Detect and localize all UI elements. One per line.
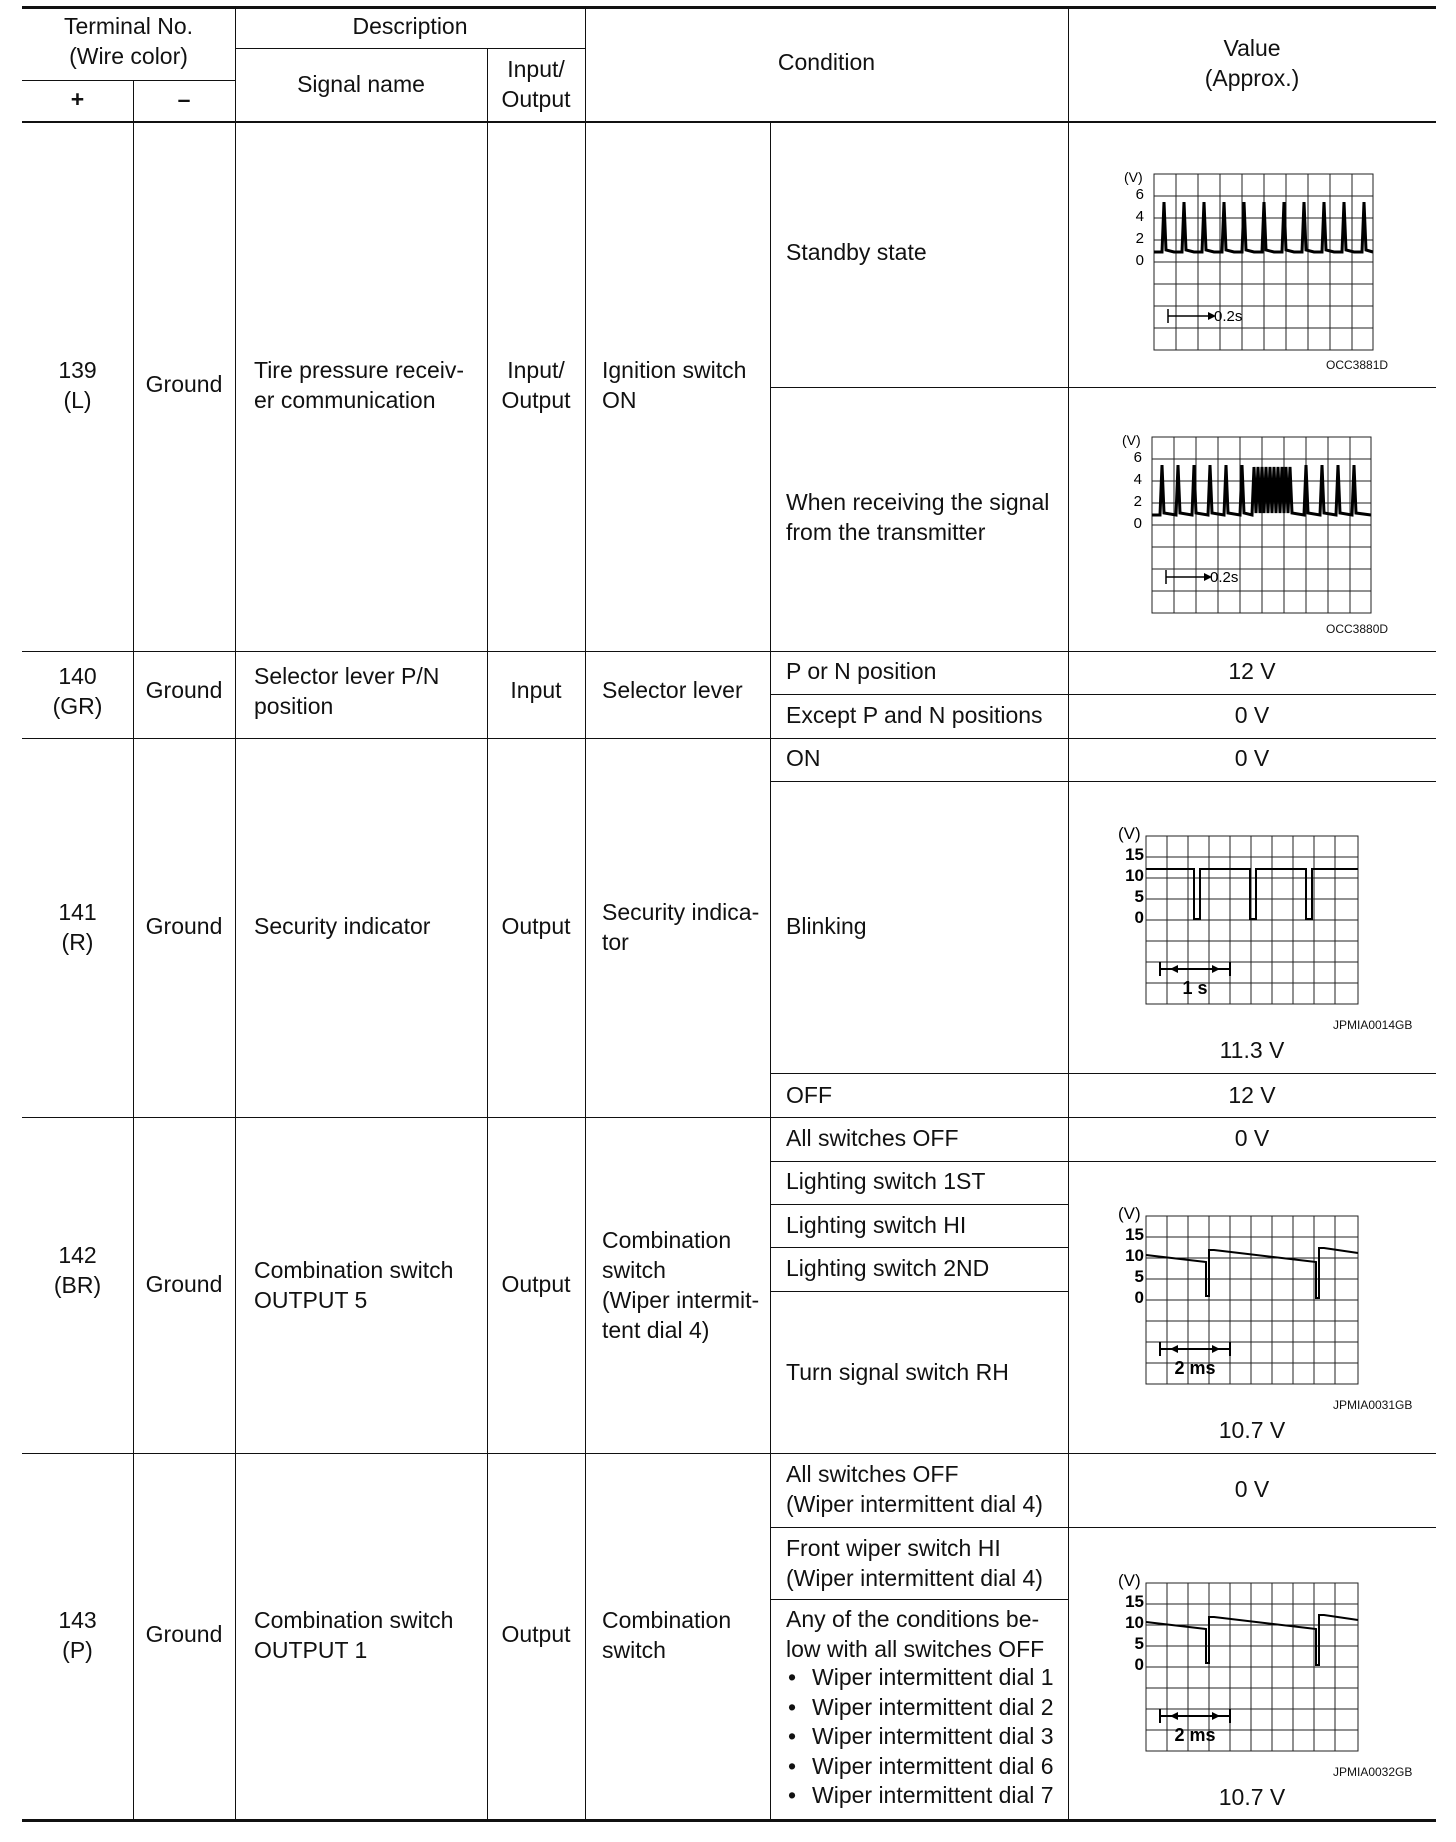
scope-tick: 15	[1125, 1225, 1144, 1244]
scope-tick: 4	[1135, 208, 1144, 225]
sub-condition: Lighting switch 1ST	[786, 1168, 986, 1194]
terminal-number: 142 (BR)	[53, 1242, 102, 1298]
value: 10.7 V	[1218, 1784, 1286, 1810]
scope-tick: 0	[1134, 1655, 1144, 1674]
terminal-number: 139 (L)	[58, 357, 97, 413]
terminal-number: 141 (R)	[58, 899, 97, 955]
oscilloscope-waveform-output1	[1110, 1569, 1370, 1754]
signal-name: Tire pressure receiv- er communication	[254, 357, 465, 413]
scope-timebase: 2 ms	[1174, 1725, 1216, 1745]
ground-label: Ground	[145, 1621, 223, 1647]
condition: Combination switch	[602, 1607, 732, 1663]
sub-condition-receiving: When receiving the signal from the transmitter	[786, 489, 1050, 545]
oscilloscope-waveform-blinking	[1110, 822, 1370, 1007]
sub-condition: Turn signal switch RH	[786, 1359, 1009, 1385]
signal-name: Selector lever P/N position	[254, 663, 440, 719]
scope-tick: 5	[1134, 1267, 1144, 1286]
list-item: • Wiper intermittent dial 2	[784, 1693, 1054, 1723]
scope-tick: 10	[1125, 1613, 1144, 1632]
sub-condition: Any of the conditions be- low with all switches OFF	[786, 1606, 1045, 1662]
signal-name: Security indicator	[254, 913, 431, 939]
list-item: • Wiper intermittent dial 1	[784, 1663, 1054, 1693]
figure-code: JPMIA0031GB	[1333, 1398, 1413, 1412]
scope-tick: 6	[1135, 186, 1144, 203]
sub-condition-standby: Standby state	[786, 239, 927, 265]
sub-condition: Lighting switch 2ND	[786, 1255, 990, 1281]
header-plus: +	[70, 86, 85, 112]
oscilloscope-waveform-receiving	[1116, 429, 1386, 619]
wiper-dial-list	[784, 1663, 1054, 1811]
header-description: Description	[352, 13, 468, 39]
ground-label: Ground	[145, 913, 223, 939]
list-item: • Wiper intermittent dial 6	[784, 1752, 1054, 1782]
io-type: Output	[501, 1271, 571, 1297]
sub-condition: P or N position	[786, 658, 937, 684]
sub-condition: All switches OFF	[786, 1125, 959, 1151]
scope-tick: 0	[1134, 1288, 1144, 1307]
io-type: Output	[501, 913, 571, 939]
value: 0 V	[1234, 745, 1270, 771]
header-wire-color: (Wire color)	[69, 43, 188, 69]
scope-tick: 5	[1134, 887, 1144, 906]
scope-timebase: 0.2s	[1210, 569, 1239, 586]
scope-timebase: 0.2s	[1214, 308, 1243, 325]
condition: Security indica- tor	[602, 899, 760, 955]
scope-unit: (V)	[1124, 169, 1143, 185]
scope-tick: 0	[1134, 908, 1144, 927]
list-item: • Wiper intermittent dial 7	[784, 1781, 1054, 1811]
scope-timebase: 2 ms	[1174, 1358, 1216, 1378]
condition: Ignition switch ON	[602, 357, 747, 413]
scope-tick: 10	[1125, 1246, 1144, 1265]
terminal-number: 140 (GR)	[52, 663, 103, 719]
ground-label: Ground	[145, 371, 223, 397]
scope-tick: 0	[1135, 252, 1144, 269]
figure-code: JPMIA0014GB	[1333, 1018, 1413, 1032]
io-type: Input	[510, 677, 562, 703]
scope-unit: (V)	[1118, 1204, 1141, 1223]
condition: Combination switch (Wiper intermit- tent dial 4)	[602, 1227, 760, 1343]
ground-label: Ground	[145, 677, 223, 703]
sub-condition: Blinking	[786, 913, 867, 939]
value: 12 V	[1228, 1082, 1276, 1108]
figure-code: OCC3881D	[1326, 358, 1389, 372]
oscilloscope-waveform-output5	[1110, 1202, 1370, 1387]
oscilloscope-waveform-standby	[1118, 166, 1388, 356]
signal-name: Combination switch OUTPUT 5	[254, 1257, 454, 1313]
scope-tick: 5	[1134, 1634, 1144, 1653]
sub-condition: Except P and N positions	[786, 702, 1043, 728]
io-type: Output	[501, 1621, 571, 1647]
header-condition: Condition	[777, 49, 876, 75]
value: 0 V	[1234, 1125, 1270, 1151]
figure-code: JPMIA0032GB	[1333, 1765, 1413, 1779]
value: 10.7 V	[1218, 1417, 1286, 1443]
value: 0 V	[1234, 1476, 1270, 1502]
scope-tick: 15	[1125, 1592, 1144, 1611]
scope-unit: (V)	[1122, 432, 1141, 448]
scope-tick: 4	[1133, 471, 1142, 488]
scope-timebase: 1 s	[1182, 978, 1208, 998]
scope-tick: 2	[1133, 493, 1142, 510]
header-minus: –	[177, 86, 191, 112]
sub-condition: OFF	[786, 1082, 832, 1108]
scope-tick: 10	[1125, 866, 1144, 885]
scope-tick: 2	[1135, 230, 1144, 247]
io-type: Input/ Output	[501, 357, 571, 413]
terminal-number: 143 (P)	[58, 1607, 97, 1663]
scope-unit: (V)	[1118, 824, 1141, 843]
sub-condition: Front wiper switch HI (Wiper intermittent dial 4)	[786, 1535, 1043, 1591]
sub-condition: Lighting switch HI	[786, 1212, 967, 1238]
scope-tick: 15	[1125, 845, 1144, 864]
value: 11.3 V	[1219, 1037, 1285, 1063]
value: 12 V	[1228, 658, 1276, 684]
ground-label: Ground	[145, 1271, 223, 1297]
list-item: • Wiper intermittent dial 3	[784, 1722, 1054, 1752]
header-terminal-no: Terminal No.	[63, 13, 194, 39]
value: 0 V	[1234, 702, 1270, 728]
figure-code: OCC3880D	[1326, 622, 1389, 636]
condition: Selector lever	[602, 677, 743, 703]
signal-name: Combination switch OUTPUT 1	[254, 1607, 454, 1663]
header-value: Value (Approx.)	[1204, 35, 1300, 91]
scope-tick: 6	[1133, 449, 1142, 466]
scope-tick: 0	[1133, 515, 1142, 532]
header-input-output: Input/ Output	[501, 56, 571, 112]
scope-unit: (V)	[1118, 1571, 1141, 1590]
sub-condition: All switches OFF (Wiper intermittent dial 4)	[786, 1461, 1043, 1517]
sub-condition: ON	[786, 745, 821, 771]
header-signal-name: Signal name	[297, 71, 425, 97]
